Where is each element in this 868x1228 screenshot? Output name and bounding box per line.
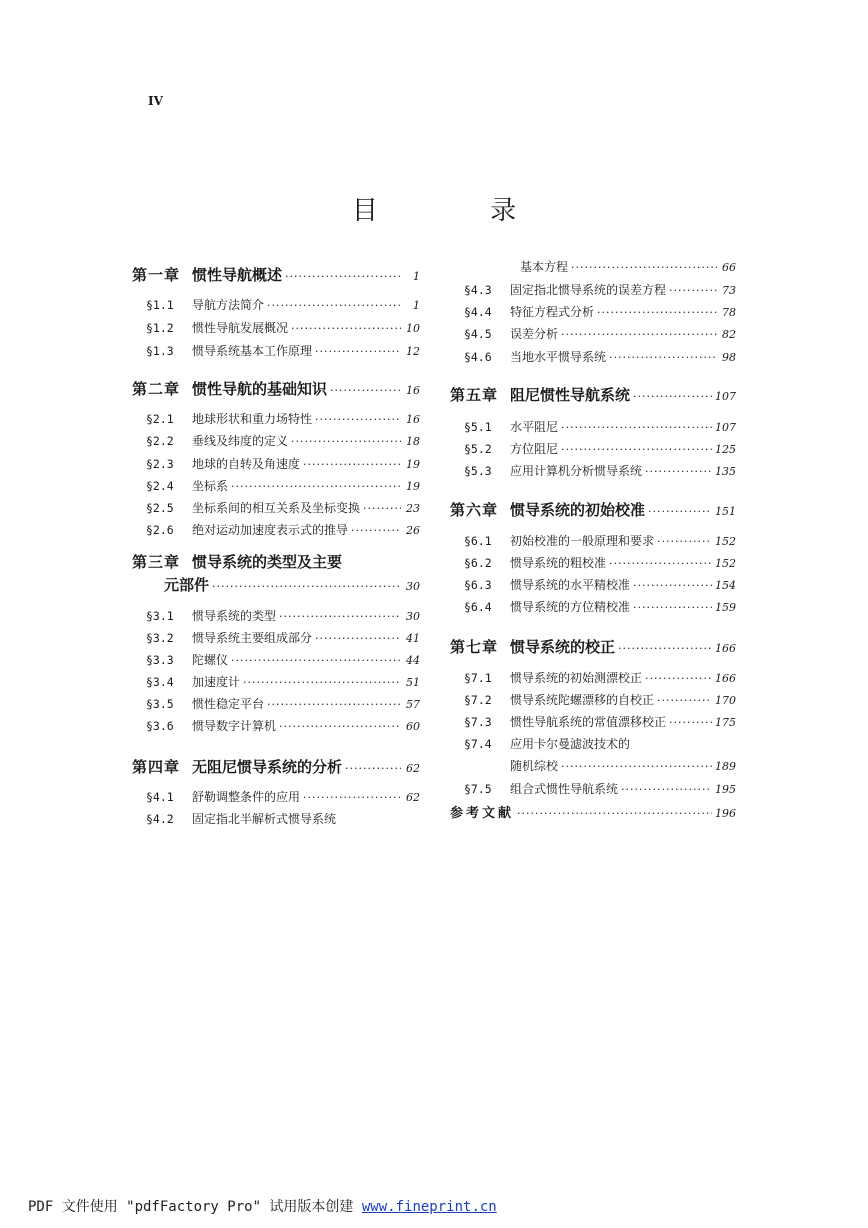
section-title: 惯导系统的类型 bbox=[192, 609, 277, 623]
section-number: §5.1 bbox=[464, 420, 492, 434]
section-title: 惯导数字计算机 bbox=[192, 719, 277, 733]
leader-dots bbox=[609, 556, 712, 570]
toc-section-7-2[interactable] bbox=[464, 691, 736, 708]
section-number: §2.6 bbox=[146, 523, 174, 537]
section-number: §6.4 bbox=[464, 600, 492, 614]
leader-dots bbox=[291, 434, 401, 448]
page-ref: 73 bbox=[722, 284, 736, 297]
toc-section-6-3[interactable] bbox=[464, 576, 736, 593]
toc-section-3-3[interactable] bbox=[146, 651, 420, 668]
toc-section-3-2[interactable] bbox=[146, 629, 420, 646]
section-number: §4.6 bbox=[464, 350, 492, 364]
leader-dots bbox=[669, 715, 712, 729]
section-title: 惯导系统的粗校准 bbox=[510, 556, 607, 570]
leader-dots bbox=[597, 305, 717, 319]
page-ref: 107 bbox=[715, 390, 736, 403]
leader-dots bbox=[645, 464, 712, 478]
toc-section-4-1[interactable] bbox=[146, 788, 420, 805]
toc-section-4-2-cont[interactable] bbox=[520, 258, 736, 275]
leader-dots bbox=[633, 600, 712, 614]
page-ref: 107 bbox=[715, 421, 736, 434]
chapter-title: 阻尼惯性导航系统 bbox=[510, 386, 631, 404]
pdf-footer bbox=[28, 1196, 497, 1216]
leader-dots bbox=[669, 283, 717, 297]
section-title: 方位阻尼 bbox=[510, 442, 559, 456]
toc-section-2-2[interactable] bbox=[146, 432, 420, 449]
leader-dots bbox=[633, 386, 712, 404]
references-title: 参考文献 bbox=[450, 806, 515, 821]
chapter-title-cont: 元部件 bbox=[164, 576, 210, 594]
toc-chapter-4[interactable] bbox=[132, 756, 420, 777]
toc-section-3-5[interactable] bbox=[146, 695, 420, 712]
section-number: §7.2 bbox=[464, 693, 492, 707]
toc-section-7-1[interactable] bbox=[464, 669, 736, 686]
toc-section-4-3[interactable] bbox=[464, 281, 736, 298]
section-title: 惯导系统的水平精校准 bbox=[510, 578, 631, 592]
section-title: 初始校准的一般原理和要求 bbox=[510, 534, 655, 548]
toc-section-7-5[interactable] bbox=[464, 780, 736, 797]
leader-dots bbox=[315, 344, 401, 358]
chapter-title: 惯导系统的校正 bbox=[510, 638, 616, 656]
section-number: §3.4 bbox=[146, 675, 174, 689]
section-title: 导航方法简介 bbox=[192, 298, 265, 312]
leader-dots bbox=[621, 782, 712, 796]
section-title: 垂线及纬度的定义 bbox=[192, 434, 289, 448]
leader-dots bbox=[657, 693, 712, 707]
section-title: 惯性导航系统的常值漂移校正 bbox=[510, 715, 667, 729]
toc-section-6-2[interactable] bbox=[464, 554, 736, 571]
leader-dots bbox=[291, 321, 401, 335]
page-ref: 19 bbox=[406, 458, 420, 471]
section-title: 特征方程式分析 bbox=[510, 305, 595, 319]
toc-chapter-2[interactable] bbox=[132, 378, 420, 399]
section-title: 加速度计 bbox=[192, 675, 241, 689]
leader-dots bbox=[571, 260, 717, 274]
toc-chapter-3-cont[interactable] bbox=[164, 574, 420, 595]
chapter-label: 第六章 bbox=[450, 501, 499, 519]
toc-section-3-4[interactable] bbox=[146, 673, 420, 690]
section-title: 固定指北半解析式惯导系统 bbox=[192, 812, 337, 826]
section-title: 惯导系统的方位精校准 bbox=[510, 600, 631, 614]
toc-section-4-4[interactable] bbox=[464, 303, 736, 320]
toc-section-1-2[interactable] bbox=[146, 319, 420, 336]
leader-dots bbox=[609, 350, 717, 364]
leader-dots bbox=[285, 266, 401, 284]
page-ref: 30 bbox=[406, 610, 420, 623]
section-title: 惯导系统的初始测漂校正 bbox=[510, 671, 643, 685]
toc-section-6-1[interactable] bbox=[464, 532, 736, 549]
toc-chapter-5[interactable] bbox=[450, 384, 736, 405]
section-number: §4.3 bbox=[464, 283, 492, 297]
section-title: 组合式惯性导航系统 bbox=[510, 782, 619, 796]
page-ref: 41 bbox=[406, 632, 420, 645]
section-title: 应用计算机分析惯导系统 bbox=[510, 464, 643, 478]
page-ref: 170 bbox=[715, 694, 736, 707]
section-title: 当地水平惯导系统 bbox=[510, 350, 607, 364]
page-ref: 62 bbox=[406, 791, 420, 804]
section-number: §1.2 bbox=[146, 321, 174, 335]
section-number: §7.3 bbox=[464, 715, 492, 729]
leader-dots bbox=[279, 609, 401, 623]
page-ref: 78 bbox=[722, 306, 736, 319]
chapter-label: 第三章 bbox=[132, 553, 181, 571]
page-ref: 189 bbox=[715, 760, 736, 773]
section-number: §5.3 bbox=[464, 464, 492, 478]
section-title: 陀螺仪 bbox=[192, 653, 229, 667]
toc-chapter-1[interactable] bbox=[132, 264, 420, 285]
leader-dots bbox=[267, 697, 401, 711]
page-ref: 195 bbox=[715, 783, 736, 796]
section-number: §5.2 bbox=[464, 442, 492, 456]
page-ref: 44 bbox=[406, 654, 420, 667]
page-ref: 30 bbox=[406, 580, 420, 593]
section-number: §2.4 bbox=[146, 479, 174, 493]
chapter-label: 第五章 bbox=[450, 386, 499, 404]
section-title-cont: 随机综校 bbox=[510, 759, 559, 773]
page-ref: 19 bbox=[406, 480, 420, 493]
leader-dots bbox=[345, 758, 401, 776]
page-ref: 16 bbox=[406, 413, 420, 426]
section-number: §3.2 bbox=[146, 631, 174, 645]
leader-dots bbox=[267, 298, 401, 312]
section-number: §4.4 bbox=[464, 305, 492, 319]
chapter-label: 第一章 bbox=[132, 266, 181, 284]
section-number: §3.1 bbox=[146, 609, 174, 623]
toc-section-2-5[interactable] bbox=[146, 499, 420, 516]
page-ref: 16 bbox=[406, 384, 420, 397]
toc-section-7-3[interactable] bbox=[464, 713, 736, 730]
page-ref: 1 bbox=[413, 270, 420, 283]
toc-chapter-6[interactable] bbox=[450, 499, 736, 520]
chapter-title: 惯性导航的基础知识 bbox=[192, 380, 328, 398]
toc-section-4-5[interactable] bbox=[464, 325, 736, 342]
section-title: 绝对运动加速度表示式的推导 bbox=[192, 523, 349, 537]
page-ref: 62 bbox=[406, 762, 420, 775]
footer-link[interactable]: www.fineprint.cn bbox=[361, 1199, 497, 1215]
chapter-label: 第七章 bbox=[450, 638, 499, 656]
leader-dots bbox=[212, 576, 401, 594]
leader-dots bbox=[561, 327, 717, 341]
section-number: §6.3 bbox=[464, 578, 492, 592]
toc-section-7-4[interactable] bbox=[464, 735, 736, 752]
section-number: §7.1 bbox=[464, 671, 492, 685]
leader-dots bbox=[561, 759, 712, 773]
page-ref: 82 bbox=[722, 328, 736, 341]
page-ref: 66 bbox=[722, 261, 736, 274]
toc-chapter-3[interactable] bbox=[132, 551, 420, 572]
section-number: §4.1 bbox=[146, 790, 174, 804]
section-number: §3.3 bbox=[146, 653, 174, 667]
page-ref: 12 bbox=[406, 345, 420, 358]
page-ref: 154 bbox=[715, 579, 736, 592]
section-title: 惯导系统基本工作原理 bbox=[192, 344, 313, 358]
leader-dots bbox=[633, 578, 712, 592]
leader-dots bbox=[657, 534, 712, 548]
section-number: §6.1 bbox=[464, 534, 492, 548]
toc-section-2-4[interactable] bbox=[146, 477, 420, 494]
toc-section-2-1[interactable] bbox=[146, 410, 420, 427]
toc-section-6-4[interactable] bbox=[464, 598, 736, 615]
toc-section-2-6[interactable] bbox=[146, 521, 420, 538]
chapter-label: 第二章 bbox=[132, 380, 181, 398]
page-number: IV bbox=[148, 94, 163, 108]
toc-section-5-1[interactable] bbox=[464, 418, 736, 435]
leader-dots bbox=[231, 653, 401, 667]
leader-dots bbox=[645, 671, 712, 685]
section-number: §6.2 bbox=[464, 556, 492, 570]
section-number: §2.1 bbox=[146, 412, 174, 426]
page-ref: 18 bbox=[406, 435, 420, 448]
section-number: §3.6 bbox=[146, 719, 174, 733]
page-ref: 135 bbox=[715, 465, 736, 478]
section-title-cont: 基本方程 bbox=[520, 260, 569, 274]
section-number: §4.2 bbox=[146, 812, 174, 826]
section-title: 固定指北惯导系统的误差方程 bbox=[510, 283, 667, 297]
toc-section-4-2[interactable] bbox=[146, 810, 420, 827]
page-ref: 159 bbox=[715, 601, 736, 614]
page-ref: 166 bbox=[715, 642, 736, 655]
section-number: §3.5 bbox=[146, 697, 174, 711]
leader-dots bbox=[648, 501, 712, 519]
toc-section-5-2[interactable] bbox=[464, 440, 736, 457]
toc-section-4-6[interactable] bbox=[464, 348, 736, 365]
toc-chapter-7[interactable] bbox=[450, 636, 736, 657]
section-title: 误差分析 bbox=[510, 327, 559, 341]
leader-dots bbox=[231, 479, 401, 493]
leader-dots bbox=[351, 523, 401, 537]
chapter-title: 惯性导航概述 bbox=[192, 266, 283, 284]
leader-dots bbox=[330, 380, 401, 398]
page-ref: 23 bbox=[406, 502, 420, 515]
section-title: 坐标系 bbox=[192, 479, 229, 493]
section-number: §2.5 bbox=[146, 501, 174, 515]
leader-dots bbox=[517, 806, 712, 821]
page-ref: 125 bbox=[715, 443, 736, 456]
chapter-title: 惯导系统的初始校准 bbox=[510, 501, 646, 519]
section-title: 水平阻尼 bbox=[510, 420, 559, 434]
section-title: 地球形状和重力场特性 bbox=[192, 412, 313, 426]
section-number: §1.3 bbox=[146, 344, 174, 358]
page-ref: 1 bbox=[413, 299, 420, 312]
toc-section-2-3[interactable] bbox=[146, 455, 420, 472]
page-ref: 60 bbox=[406, 720, 420, 733]
toc-section-3-1[interactable] bbox=[146, 607, 420, 624]
page-ref: 51 bbox=[406, 676, 420, 689]
page-ref: 98 bbox=[722, 351, 736, 364]
leader-dots bbox=[561, 442, 712, 456]
section-title: 惯性稳定平台 bbox=[192, 697, 265, 711]
leader-dots bbox=[303, 457, 401, 471]
page-ref: 152 bbox=[715, 557, 736, 570]
chapter-title: 惯导系统的类型及主要 bbox=[192, 553, 343, 571]
section-title: 惯性导航发展概况 bbox=[192, 321, 289, 335]
leader-dots bbox=[243, 675, 401, 689]
page-ref: 26 bbox=[406, 524, 420, 537]
leader-dots bbox=[315, 412, 401, 426]
leader-dots bbox=[363, 501, 401, 515]
section-number: §4.5 bbox=[464, 327, 492, 341]
section-title: 应用卡尔曼滤波技术的 bbox=[510, 737, 631, 751]
toc-section-5-3[interactable] bbox=[464, 462, 736, 479]
toc-references[interactable] bbox=[450, 802, 736, 821]
page-title: 目 录 bbox=[351, 196, 569, 226]
leader-dots bbox=[315, 631, 401, 645]
leader-dots bbox=[561, 420, 712, 434]
leader-dots bbox=[279, 719, 401, 733]
leader-dots bbox=[618, 638, 712, 656]
toc-section-3-6[interactable] bbox=[146, 717, 420, 734]
section-number: §7.5 bbox=[464, 782, 492, 796]
page-ref: 10 bbox=[406, 322, 420, 335]
section-title: 惯导系统主要组成部分 bbox=[192, 631, 313, 645]
page-ref: 57 bbox=[406, 698, 420, 711]
toc-section-1-1[interactable] bbox=[146, 296, 420, 313]
page-ref: 152 bbox=[715, 535, 736, 548]
page-ref: 196 bbox=[715, 807, 736, 820]
page-ref: 175 bbox=[715, 716, 736, 729]
leader-dots bbox=[303, 790, 401, 804]
chapter-title: 无阻尼惯导系统的分析 bbox=[192, 758, 343, 776]
section-number: §2.2 bbox=[146, 434, 174, 448]
page-ref: 166 bbox=[715, 672, 736, 685]
section-number: §2.3 bbox=[146, 457, 174, 471]
toc-section-1-3[interactable] bbox=[146, 342, 420, 359]
section-title: 舒勒调整条件的应用 bbox=[192, 790, 301, 804]
section-title: 地球的自转及角速度 bbox=[192, 457, 301, 471]
section-title: 坐标系间的相互关系及坐标变换 bbox=[192, 501, 361, 515]
footer-text: PDF 文件使用 "pdfFactory Pro" 试用版本创建 bbox=[28, 1199, 362, 1215]
section-number: §7.4 bbox=[464, 737, 492, 751]
section-number: §1.1 bbox=[146, 298, 174, 312]
toc-section-7-4-cont[interactable] bbox=[510, 757, 736, 774]
chapter-label: 第四章 bbox=[132, 758, 181, 776]
page-ref: 151 bbox=[715, 505, 736, 518]
section-title: 惯导系统陀螺漂移的自校正 bbox=[510, 693, 655, 707]
